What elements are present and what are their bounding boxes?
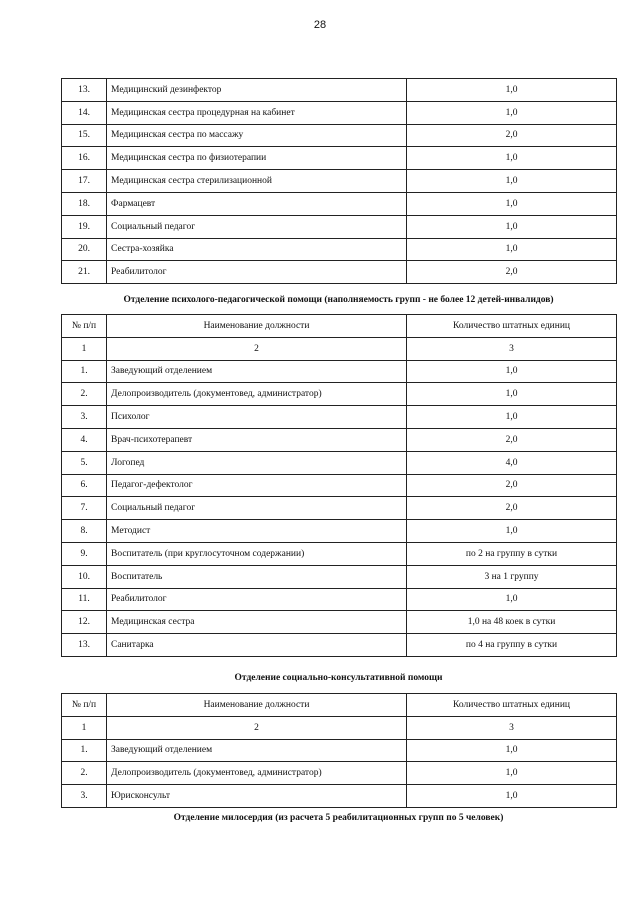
- position-name: Заведующий отделением: [107, 739, 407, 762]
- position-name: Социальный педагог: [107, 497, 407, 520]
- staff-count: по 4 на группу в сутки: [407, 634, 617, 657]
- row-number: 2.: [62, 762, 107, 785]
- position-name: Медицинская сестра процедурная на кабинет: [107, 101, 407, 124]
- table-row: [62, 785, 617, 808]
- position-name: Фармацевт: [107, 192, 407, 215]
- position-name: Психолог: [107, 406, 407, 429]
- position-name: Социальный педагог: [107, 215, 407, 238]
- table-row: [62, 739, 617, 762]
- staff-count: 1,0: [407, 101, 617, 124]
- section-title-social-consult: Отделение социально-консультативной помощи: [234, 673, 443, 683]
- table-row: [62, 611, 617, 634]
- row-number: 2.: [62, 383, 107, 406]
- row-number: 1.: [62, 739, 107, 762]
- table-row: [62, 147, 617, 170]
- row-number: 9.: [62, 542, 107, 565]
- staff-count: 1,0: [407, 785, 617, 808]
- table-row: [62, 542, 617, 565]
- row-number: 8.: [62, 520, 107, 543]
- row-number: 13.: [62, 79, 107, 102]
- table-row: [62, 474, 617, 497]
- header-num: № п/п: [62, 315, 107, 338]
- position-name: Делопроизводитель (документовед, администратор): [107, 383, 407, 406]
- position-name: Сестра-хозяйка: [107, 238, 407, 261]
- table-row: [62, 565, 617, 588]
- table-row: [62, 520, 617, 543]
- staff-table-psych-ped: [61, 314, 617, 657]
- row-number: 18.: [62, 192, 107, 215]
- position-name: Юрисконсульт: [107, 785, 407, 808]
- colnum-1: 1: [62, 716, 107, 739]
- row-number: 21.: [62, 261, 107, 284]
- position-name: Врач-психотерапевт: [107, 428, 407, 451]
- staff-count: 1,0: [407, 383, 617, 406]
- table-row: [62, 497, 617, 520]
- staff-count: 1,0: [407, 79, 617, 102]
- staff-count: 4,0: [407, 451, 617, 474]
- position-name: Логопед: [107, 451, 407, 474]
- staff-count: по 2 на группу в сутки: [407, 542, 617, 565]
- staff-count: 1,0: [407, 147, 617, 170]
- position-name: Медицинская сестра: [107, 611, 407, 634]
- row-number: 16.: [62, 147, 107, 170]
- position-name: Реабилитолог: [107, 261, 407, 284]
- position-name: Медицинский дезинфектор: [107, 79, 407, 102]
- table-colnum-row: [62, 716, 617, 739]
- table-row: [62, 451, 617, 474]
- staff-count: 1,0: [407, 360, 617, 383]
- position-name: Медицинская сестра по физиотерапии: [107, 147, 407, 170]
- row-number: 6.: [62, 474, 107, 497]
- staff-count: 2,0: [407, 124, 617, 147]
- staff-count: 1,0: [407, 170, 617, 193]
- position-name: Реабилитолог: [107, 588, 407, 611]
- position-name: Воспитатель: [107, 565, 407, 588]
- staff-count: 1,0: [407, 406, 617, 429]
- colnum-3: 3: [407, 337, 617, 360]
- row-number: 12.: [62, 611, 107, 634]
- staff-count: 2,0: [407, 428, 617, 451]
- page-number: 28: [313, 19, 327, 31]
- staff-count: 1,0: [407, 215, 617, 238]
- table-row: [62, 261, 617, 284]
- staff-count: 1,0: [407, 238, 617, 261]
- row-number: 3.: [62, 406, 107, 429]
- table-row: [62, 588, 617, 611]
- row-number: 7.: [62, 497, 107, 520]
- row-number: 17.: [62, 170, 107, 193]
- table-row: [62, 192, 617, 215]
- table-row: [62, 215, 617, 238]
- row-number: 15.: [62, 124, 107, 147]
- table-row: [62, 170, 617, 193]
- table-row: [62, 428, 617, 451]
- staff-count: 2,0: [407, 261, 617, 284]
- position-name: Заведующий отделением: [107, 360, 407, 383]
- table-row: [62, 79, 617, 102]
- position-name: Методист: [107, 520, 407, 543]
- table-row: [62, 634, 617, 657]
- header-num: № п/п: [62, 694, 107, 717]
- row-number: 13.: [62, 634, 107, 657]
- table-row: [62, 124, 617, 147]
- header-qty: Количество штатных единиц: [407, 315, 617, 338]
- row-number: 10.: [62, 565, 107, 588]
- table-header-row: [62, 694, 617, 717]
- staff-count: 2,0: [407, 474, 617, 497]
- colnum-3: 3: [407, 716, 617, 739]
- row-number: 11.: [62, 588, 107, 611]
- table-row: [62, 762, 617, 785]
- staff-count: 1,0: [407, 739, 617, 762]
- row-number: 20.: [62, 238, 107, 261]
- position-name: Медицинская сестра стерилизационной: [107, 170, 407, 193]
- header-name: Наименование должности: [107, 694, 407, 717]
- position-name: Воспитатель (при круглосуточном содержании): [107, 542, 407, 565]
- colnum-2: 2: [107, 337, 407, 360]
- staff-count: 1,0: [407, 192, 617, 215]
- colnum-1: 1: [62, 337, 107, 360]
- staff-count: 1,0: [407, 520, 617, 543]
- section-title-mercy: Отделение милосердия (из расчета 5 реабилитационных групп по 5 человек): [173, 813, 504, 823]
- table-row: [62, 406, 617, 429]
- row-number: 3.: [62, 785, 107, 808]
- table-row: [62, 383, 617, 406]
- row-number: 4.: [62, 428, 107, 451]
- section-title-psych-ped: Отделение психолого-педагогической помощи (наполняемость групп - не более 12 детей-инвалидов): [123, 295, 554, 305]
- staff-table-social-consult: [61, 693, 617, 808]
- table-colnum-row: [62, 337, 617, 360]
- table-row: [62, 238, 617, 261]
- staff-count: 1,0: [407, 588, 617, 611]
- position-name: Делопроизводитель (документовед, администратор): [107, 762, 407, 785]
- row-number: 1.: [62, 360, 107, 383]
- position-name: Медицинская сестра по массажу: [107, 124, 407, 147]
- row-number: 5.: [62, 451, 107, 474]
- row-number: 19.: [62, 215, 107, 238]
- row-number: 14.: [62, 101, 107, 124]
- staff-count: 2,0: [407, 497, 617, 520]
- staff-count: 3 на 1 группу: [407, 565, 617, 588]
- colnum-2: 2: [107, 716, 407, 739]
- staff-table-medical-continued: [61, 78, 617, 284]
- staff-count: 1,0: [407, 762, 617, 785]
- table-row: [62, 360, 617, 383]
- header-qty: Количество штатных единиц: [407, 694, 617, 717]
- header-name: Наименование должности: [107, 315, 407, 338]
- staff-count: 1,0 на 48 коек в сутки: [407, 611, 617, 634]
- position-name: Санитарка: [107, 634, 407, 657]
- table-header-row: [62, 315, 617, 338]
- table-row: [62, 101, 617, 124]
- position-name: Педагог-дефектолог: [107, 474, 407, 497]
